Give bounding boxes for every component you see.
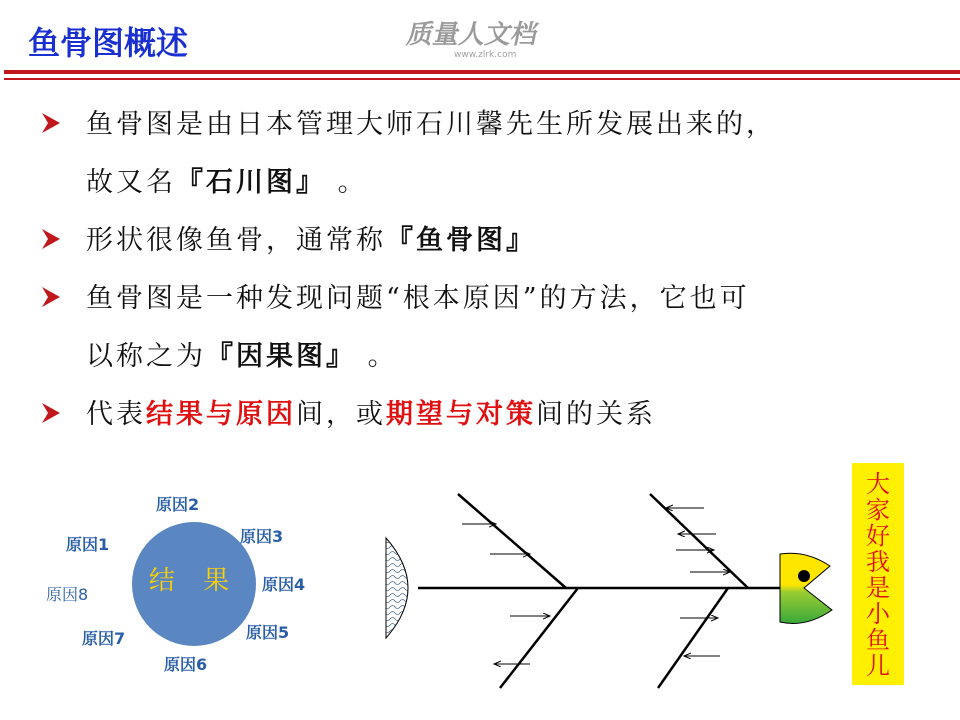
bullet-list (38, 102, 938, 450)
bullet-segment: 『因果图』 (206, 341, 356, 372)
bullet-line (38, 102, 938, 160)
bullet-segment: 形状很像鱼骨，通常称 (86, 225, 386, 256)
bullet-segment: 以称之为 (86, 341, 206, 372)
page-title: 鱼骨图概述 (28, 24, 189, 62)
bone-lower-left (500, 588, 578, 688)
bullet-text (86, 102, 776, 141)
logo-text: 质量人文档 (404, 20, 541, 50)
cause-label: 原因4 (262, 575, 306, 594)
bullet-line (38, 334, 938, 392)
bullet-segment: 鱼骨图是一种发现问题“根本原因”的方法，它也可 (86, 283, 750, 314)
logo-subtext: www.zlrk.com (454, 50, 517, 60)
cause-label: 原因6 (164, 655, 208, 674)
bone-upper-left (458, 494, 566, 588)
bullet-arrow-icon (38, 284, 64, 310)
bullet-segment: 鱼骨图是由日本管理大师石川馨先生所发展出来的， (86, 109, 776, 140)
fish-banner: 大 家 好 我 是 小 鱼 儿 (852, 463, 904, 685)
diagram-area (0, 460, 960, 720)
bullet-segment: 故又名 (86, 167, 176, 198)
result-label: 结 果 (148, 566, 240, 596)
bullet-text (86, 276, 750, 315)
bullet-text (86, 392, 656, 431)
bullet-text (86, 334, 398, 373)
bullet-line (38, 160, 938, 218)
cause-label: 原因2 (156, 495, 200, 514)
bullet-segment: 代表 (86, 399, 146, 430)
bullet-arrow-icon (38, 110, 64, 136)
bullet-arrow-icon (38, 226, 64, 252)
fish-tail (386, 538, 408, 638)
bullet-segment: 。 (356, 341, 398, 372)
bullet-line (38, 392, 938, 450)
bullet-segment: 间的关系 (536, 399, 656, 430)
fish-eye (798, 570, 810, 582)
cause-label: 原因8 (46, 585, 89, 604)
fish-head (780, 553, 832, 623)
bullet-segment: 间，或 (296, 399, 386, 430)
bullet-segment: 。 (326, 167, 368, 198)
header-rule-thin (4, 78, 960, 80)
bullet-arrow-icon (38, 400, 64, 426)
bullet-segment: 期望与对策 (386, 399, 536, 430)
bullet-segment: 结果与原因 (146, 399, 296, 430)
bullet-line (38, 218, 938, 276)
bone-lower-right (658, 588, 728, 688)
header-rule-thick (4, 70, 960, 74)
bullet-segment: 『鱼骨图』 (386, 225, 536, 256)
logo (404, 14, 558, 62)
bullet-line (38, 276, 938, 334)
cause-label: 原因7 (82, 629, 126, 648)
bullet-segment: 『石川图』 (176, 167, 326, 198)
cause-label: 原因1 (66, 535, 110, 554)
bullet-text (86, 218, 536, 257)
bullet-text (86, 160, 368, 199)
cause-label: 原因3 (240, 527, 284, 546)
cause-label: 原因5 (246, 623, 290, 642)
